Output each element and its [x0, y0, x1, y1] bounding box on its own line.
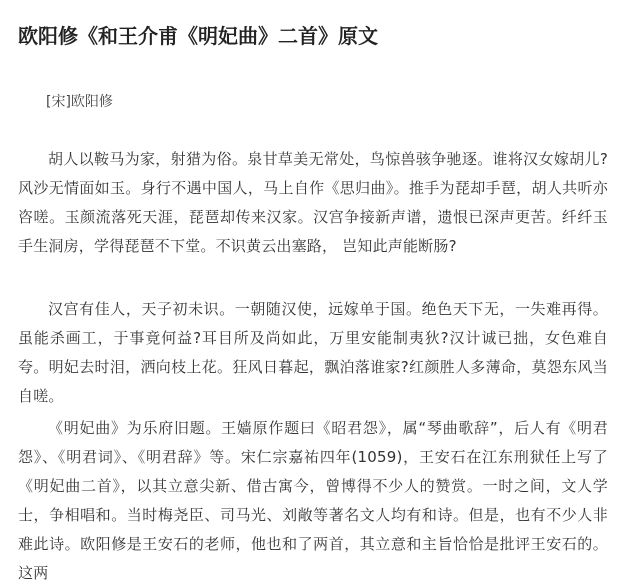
- commentary-paragraph: 《明妃曲》为乐府旧题。王嫱原作题曰《昭君怨》，属“琴曲歌辞”，后人有《明君怨》、《明君词》、《明君辞》等。宋仁宗嘉祐四年(1059)，王安石在江东刑狱任上写了《明妃曲二首》，以其立意尖新、借古寓今，曾博得不少人的赞赏。一时之间，文人学士，争相唱和。当时梅尧臣、司马光、刘敞等著名文人均有和诗。但是，也有不少人非难此诗。欧阳修是王安石的老师，他也和了两首，其立意和主旨恰恰是批评王安石的。这两: [18, 419, 608, 582]
- article-title: 欧阳修《和王介甫《明妃曲》二首》原文: [18, 24, 378, 48]
- author-line: [宋]欧阳修: [46, 94, 113, 110]
- poem-paragraph-1: 胡人以鞍马为家，射猎为俗。泉甘草美无常处，鸟惊兽骇争驰逐。谁将汉女嫁胡儿?风沙无情面如玉。身行不遇中国人，马上自作《思归曲》。推手为琵却手琶，胡人共听亦咨嗟。玉颜流落死天涯，琵琶却传来汉家。汉宫争接新声谱，遗恨已深声更苦。纤纤玉手生洞房，学得琵琶不下堂。不识黄云出塞路， 岂知此声能断肠?: [18, 150, 608, 255]
- poem-paragraph-2: 汉宫有佳人，天子初未识。一朝随汉使，远嫁单于国。绝色天下无，一失难再得。虽能杀画工，于事竟何益?耳目所及尚如此，万里安能制夷狄?汉计诚已拙，女色难自夸。明妃去时泪，洒向枝上花。狂风日暮起，飘泊落谁家?红颜胜人多薄命，莫怨东风当自嗟。: [18, 300, 608, 405]
